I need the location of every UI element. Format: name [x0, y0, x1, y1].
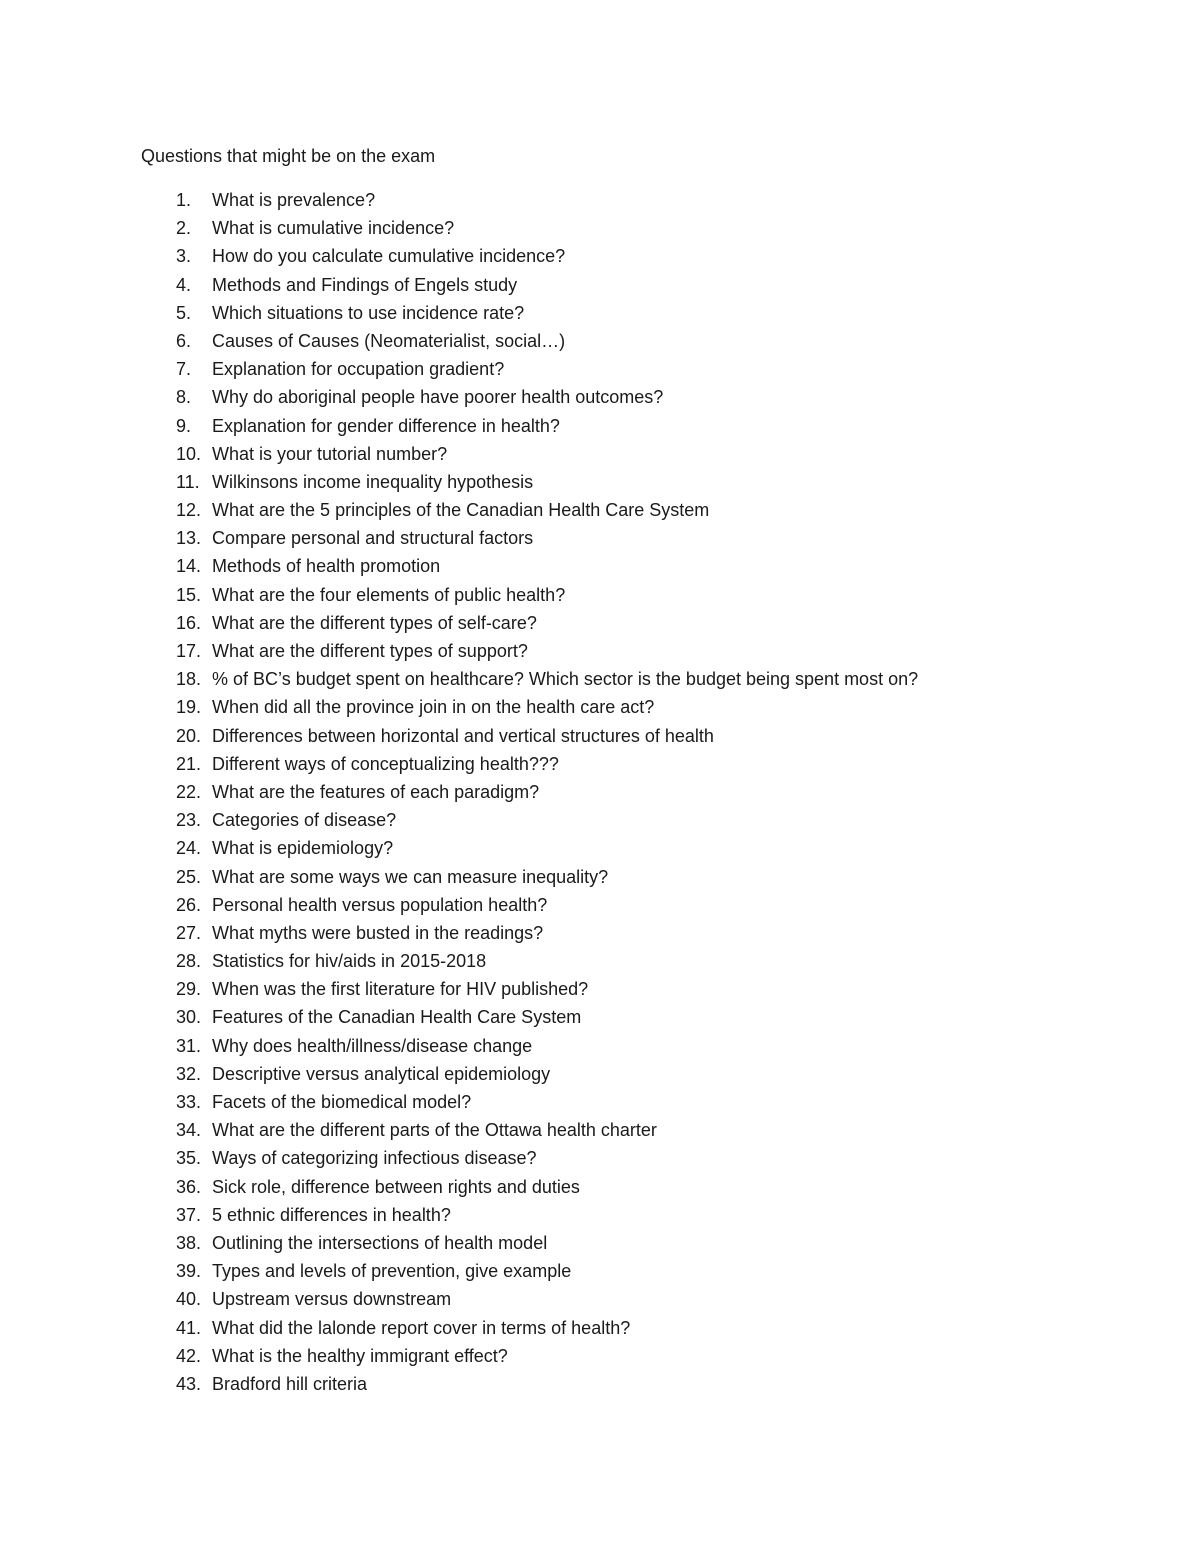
question-number: 42.: [176, 1345, 202, 1366]
question-text: What is cumulative incidence?: [212, 218, 455, 239]
question-number: 6.: [176, 330, 192, 351]
question-number: 32.: [176, 1063, 202, 1084]
question-number: 39.: [176, 1261, 202, 1282]
question-text: Explanation for occupation gradient?: [212, 359, 505, 380]
question-number: 34.: [176, 1120, 202, 1141]
question-number: 4.: [176, 274, 192, 295]
question-text: % of BC’s budget spent on healthcare? Which sector is the budget being spent most on?: [212, 669, 919, 690]
question-number: 10.: [176, 443, 202, 464]
question-text: Facets of the biomedical model?: [212, 1092, 472, 1112]
question-number: 12.: [176, 500, 202, 521]
question-number: 43.: [176, 1373, 202, 1394]
question-number: 9.: [176, 415, 192, 436]
question-text: Categories of disease?: [212, 810, 397, 831]
question-text: Causes of Causes (Neomaterialist, social…): [212, 330, 566, 351]
question-text: Features of the Canadian Health Care System: [212, 1007, 582, 1028]
question-number: 33.: [176, 1092, 202, 1112]
question-text: What is epidemiology?: [212, 838, 394, 859]
question-number: 11.: [176, 471, 200, 492]
question-text: Methods and Findings of Engels study: [212, 274, 518, 295]
question-number: 24.: [176, 838, 202, 859]
question-number: 29.: [176, 979, 202, 1000]
question-text: What is your tutorial number?: [212, 443, 448, 464]
question-number: 37.: [176, 1204, 202, 1225]
question-text: What are some ways we can measure inequality?: [212, 866, 609, 887]
question-number: 2.: [176, 218, 192, 239]
question-text: How do you calculate cumulative incidence?: [212, 246, 566, 267]
question-text: What are the different types of self-care?: [212, 612, 537, 633]
question-number: 30.: [176, 1007, 202, 1028]
question-text: What is prevalence?: [212, 190, 376, 210]
question-number: 8.: [176, 387, 192, 408]
question-text: What are the different parts of the Ottawa health charter: [212, 1120, 657, 1141]
question-number: 27.: [176, 922, 202, 943]
question-text: Differences between horizontal and vertical structures of health: [212, 725, 714, 746]
question-text: Why do aboriginal people have poorer health outcomes?: [212, 387, 664, 408]
question-number: 13.: [176, 528, 202, 549]
question-text: Descriptive versus analytical epidemiology: [212, 1063, 551, 1084]
question-text: Statistics for hiv/aids in 2015-2018: [212, 951, 487, 972]
question-text: Wilkinsons income inequality hypothesis: [212, 471, 534, 492]
question-text: Types and levels of prevention, give example: [212, 1261, 572, 1282]
question-text: Personal health versus population health?: [212, 894, 548, 915]
question-number: 31.: [176, 1035, 202, 1056]
question-number: 5.: [176, 302, 192, 323]
question-text: Different ways of conceptualizing health???: [212, 753, 559, 774]
question-number: 17.: [176, 641, 202, 661]
question-number: 19.: [176, 697, 202, 718]
question-text: When was the first literature for HIV published?: [212, 979, 589, 1000]
question-number: 14.: [176, 556, 202, 577]
question-text: What are the different types of support?: [212, 641, 528, 661]
question-text: Which situations to use incidence rate?: [212, 302, 525, 323]
question-text: Sick role, difference between rights and duties: [212, 1176, 580, 1197]
question-text: 5 ethnic differences in health?: [212, 1204, 451, 1225]
question-number: 35.: [176, 1148, 202, 1169]
question-text: Why does health/illness/disease change: [212, 1035, 533, 1056]
question-text: What are the four elements of public health?: [212, 584, 566, 605]
question-text: Ways of categorizing infectious disease?: [212, 1148, 537, 1169]
question-number: 7.: [176, 359, 192, 380]
question-text: Methods of health promotion: [212, 556, 441, 577]
question-text: What are the 5 principles of the Canadian Health Care System: [212, 500, 710, 521]
question-number: 26.: [176, 894, 202, 915]
document-title: Questions that might be on the exam: [141, 146, 436, 166]
question-text: Explanation for gender difference in health?: [212, 415, 560, 436]
question-text: What myths were busted in the readings?: [212, 922, 544, 943]
question-text: Bradford hill criteria: [212, 1373, 368, 1394]
question-text: What is the healthy immigrant effect?: [212, 1345, 508, 1366]
question-text: Outlining the intersections of health model: [212, 1232, 548, 1253]
question-number: 15.: [176, 584, 202, 605]
question-number: 36.: [176, 1176, 202, 1197]
question-text: Upstream versus downstream: [212, 1289, 452, 1310]
question-number: 25.: [176, 866, 202, 887]
question-number: 41.: [176, 1317, 202, 1338]
question-text: When did all the province join in on the health care act?: [212, 697, 655, 718]
question-number: 18.: [176, 669, 202, 690]
question-text: What are the features of each paradigm?: [212, 781, 540, 802]
question-number: 22.: [176, 781, 202, 802]
question-text: Compare personal and structural factors: [212, 528, 534, 549]
question-number: 20.: [176, 725, 202, 746]
question-number: 3.: [176, 246, 192, 267]
question-number: 40.: [176, 1289, 202, 1310]
question-text: What did the lalonde report cover in terms of health?: [212, 1317, 631, 1338]
question-number: 23.: [176, 810, 202, 831]
question-number: 21.: [176, 753, 202, 774]
question-number: 38.: [176, 1232, 202, 1253]
question-number: 16.: [176, 612, 202, 633]
question-number: 1.: [176, 190, 192, 210]
question-number: 28.: [176, 951, 202, 972]
